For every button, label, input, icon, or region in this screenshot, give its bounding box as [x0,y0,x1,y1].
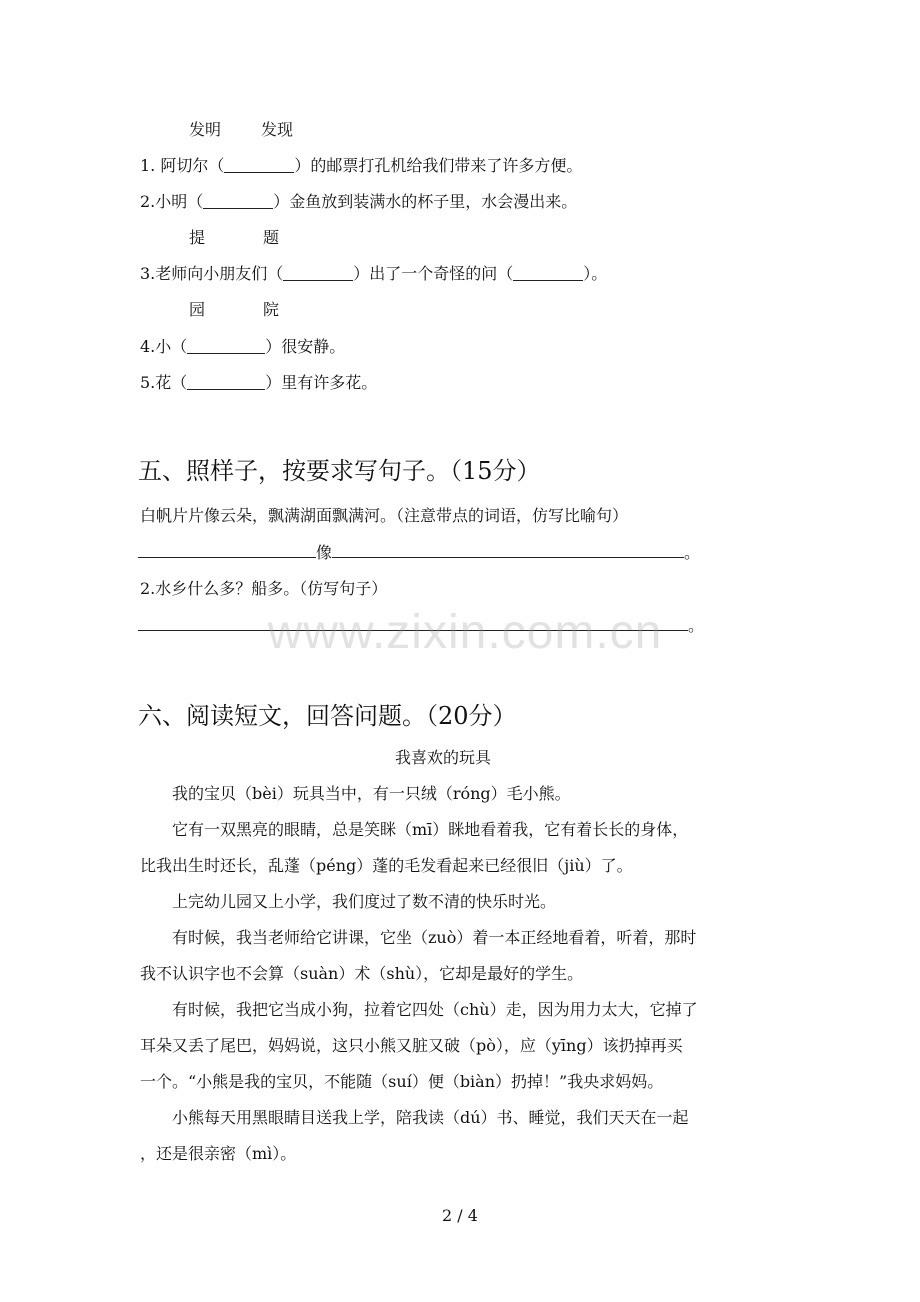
story-line: 比我出生时还长，乱蓬（péng）蓬的毛发看起来已经很旧（jiù）了。 [140,856,633,875]
page-number: 2 / 4 [442,1206,478,1225]
story-line: 我的宝贝（bèi）玩具当中，有一只绒（róng）毛小熊。 [172,784,571,803]
answer-blank[interactable] [283,264,353,281]
word-option: 提 [189,228,206,247]
word-option: 院 [263,300,280,319]
answer-blank[interactable] [224,156,294,173]
question-3: 3.老师向小朋友们（ ）出了一个奇怪的问（ ）。 [140,264,608,283]
section-6-title: 六、阅读短文，回答问题。（20分） [138,702,517,730]
word-group-1 [189,118,293,142]
story-title: 我喜欢的玩具 [395,748,492,767]
word-group-2 [189,226,279,250]
question-1: 1. 阿切尔（ ）的邮票打孔机给我们带来了许多方便。 [140,156,583,175]
section-5-title: 五、照样子，按要求写句子。（15分） [138,457,541,485]
story-line: 有时候，我当老师给它讲课，它坐（zuò）着一本正经地看着，听着，那时 [172,928,697,947]
story-line: 有时候，我把它当成小狗，拉着它四处（chù）走，因为用力太大，它掉了 [172,1000,698,1019]
question-4: 4.小（ ）很安静。 [140,337,346,356]
story-line: 耳朵又丢了尾巴，妈妈说，这只小熊又脏又破（pò），应（yīng）该扔掉再买 [140,1036,683,1055]
answer-blank[interactable] [332,541,684,558]
story-line: ，还是很亲密（mì）。 [140,1144,297,1163]
answer-blank[interactable] [513,264,583,281]
section-5-example: 白帆片片像云朵，飘满湖面飘满河。（注意带点的词语，仿写比喻句） [140,506,629,525]
sentence-answer-line: 。 [138,614,704,638]
answer-blank[interactable] [187,373,265,390]
word-option: 园 [189,300,206,319]
word-option: 题 [263,228,280,247]
story-line: 我不认识字也不会算（suàn）术（shù），它却是最好的学生。 [140,964,584,983]
word-option: 发现 [261,120,294,139]
story-line: 一个。“小熊是我的宝贝，不能随（suí）便（biàn）扔掉！”我央求妈妈。 [140,1072,664,1091]
section-5-question-2: 2.水乡什么多？船多。（仿写句子） [140,579,388,598]
word-group-3 [189,298,279,322]
answer-blank[interactable] [187,337,265,354]
word-option: 发明 [189,120,222,139]
answer-blank[interactable] [203,192,273,209]
story-line: 上完幼儿园又上小学，我们度过了数不清的快乐时光。 [172,892,557,911]
simile-answer-line: 像 。 [138,541,700,565]
answer-blank[interactable] [138,541,316,558]
question-5: 5.花（ ）里有许多花。 [140,373,378,392]
watermark: www.zixin.com.cn [267,606,663,659]
story-line: 它有一双黑亮的眼睛，总是笑眯（mī）眯地看着我，它有着长长的身体， [172,820,689,839]
question-2: 2.小明（ ）金鱼放到装满水的杯子里，水会漫出来。 [140,192,578,211]
story-line: 小熊每天用黑眼睛目送我上学，陪我读（dú）书、睡觉，我们天天在一起 [172,1108,689,1127]
